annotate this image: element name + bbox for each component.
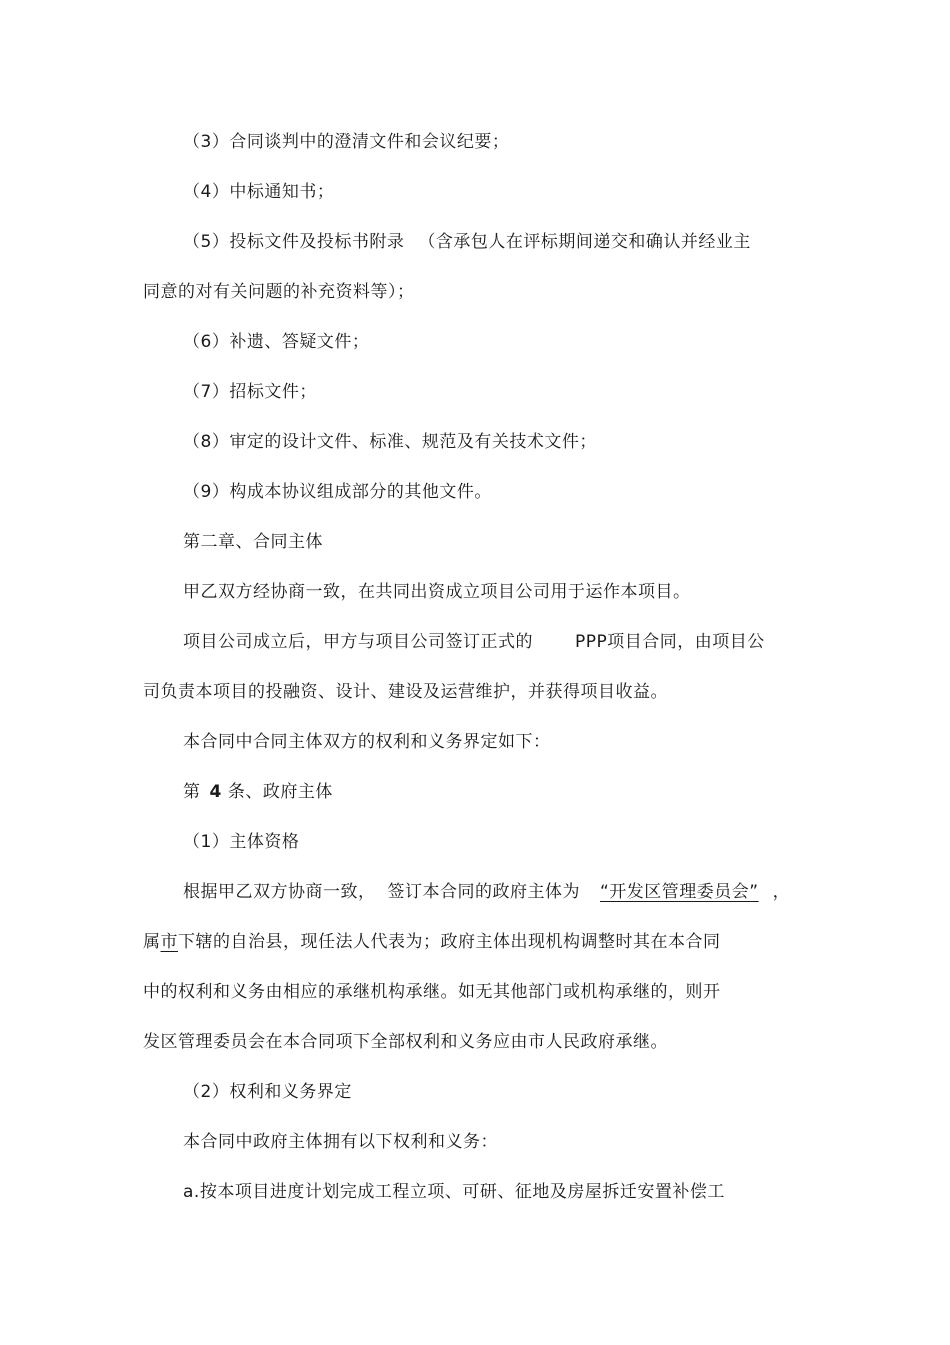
paragraph-2-part-1: 项目公司成立后，甲方与项目公司签订正式的 bbox=[183, 632, 533, 652]
item-5 bbox=[183, 231, 751, 253]
paragraph-4-part-2: 签订本合同的政府主体为 bbox=[387, 882, 580, 902]
subsection-1: （1）主体资格 bbox=[183, 832, 300, 852]
item-3: （3）合同谈判中的澄清文件和会议纪要； bbox=[183, 132, 510, 152]
article-heading bbox=[183, 781, 333, 803]
article-number: 4 bbox=[209, 782, 222, 802]
paragraph-4-part-1: 根据甲乙双方协商一致， bbox=[183, 882, 376, 902]
item-4: （4）中标通知书； bbox=[183, 182, 335, 202]
paragraph-1: 甲乙双方经协商一致，在共同出资成立项目公司用于运作本项目。 bbox=[183, 582, 691, 602]
paragraph-2-part-2: PPP项目合同，由项目公 bbox=[575, 632, 765, 652]
paragraph-4-line-4: 发区管理委员会在本合同项下全部权利和义务应由市人民政府承继。 bbox=[143, 1032, 668, 1052]
city-blank: 市 bbox=[160, 932, 178, 952]
item-7: （7）招标文件； bbox=[183, 382, 317, 402]
paragraph-2-continued: 司负责本项目的投融资、设计、建设及运营维护，并获得项目收益。 bbox=[143, 682, 668, 702]
paragraph-4 bbox=[183, 881, 790, 903]
paragraph-4-line-2-rest: 下辖的自治县，现任法人代表为；政府主体出现机构调整时其在本合同 bbox=[178, 932, 721, 952]
paragraph-4-comma: ， bbox=[772, 882, 791, 902]
chapter-heading: 第二章、合同主体 bbox=[183, 532, 323, 552]
government-entity-name: “开发区管理委员会” bbox=[600, 882, 759, 902]
article-heading-title: 条、政府主体 bbox=[227, 782, 333, 802]
paragraph-5: 本合同中政府主体拥有以下权利和义务： bbox=[183, 1132, 498, 1152]
paragraph-4-line-2 bbox=[143, 931, 721, 953]
item-9: （9）构成本协议组成部分的其他文件。 bbox=[183, 482, 492, 502]
subsection-2: （2）权利和义务界定 bbox=[183, 1082, 352, 1102]
item-5-part-2: （含承包人在评标期间递交和确认并经业主 bbox=[418, 232, 751, 252]
paragraph-4-line-2-start: 属 bbox=[143, 932, 161, 952]
item-5-continued: 同意的对有关问题的补充资料等）； bbox=[143, 282, 415, 302]
article-heading-prefix: 第 bbox=[183, 782, 201, 802]
paragraph-2 bbox=[183, 631, 765, 653]
paragraph-3: 本合同中合同主体双方的权利和义务界定如下： bbox=[183, 732, 551, 752]
paragraph-4-line-3: 中的权利和义务由相应的承继机构承继。如无其他部门或机构承继的，则开 bbox=[143, 982, 721, 1002]
item-5-part-1: （5）投标文件及投标书附录 bbox=[183, 232, 405, 252]
list-item-a: a.按本项目进度计划完成工程立项、可研、征地及房屋拆迁安置补偿工 bbox=[183, 1182, 725, 1202]
item-6: （6）补遗、答疑文件； bbox=[183, 332, 370, 352]
item-8: （8）审定的设计文件、标准、规范及有关技术文件； bbox=[183, 432, 597, 452]
